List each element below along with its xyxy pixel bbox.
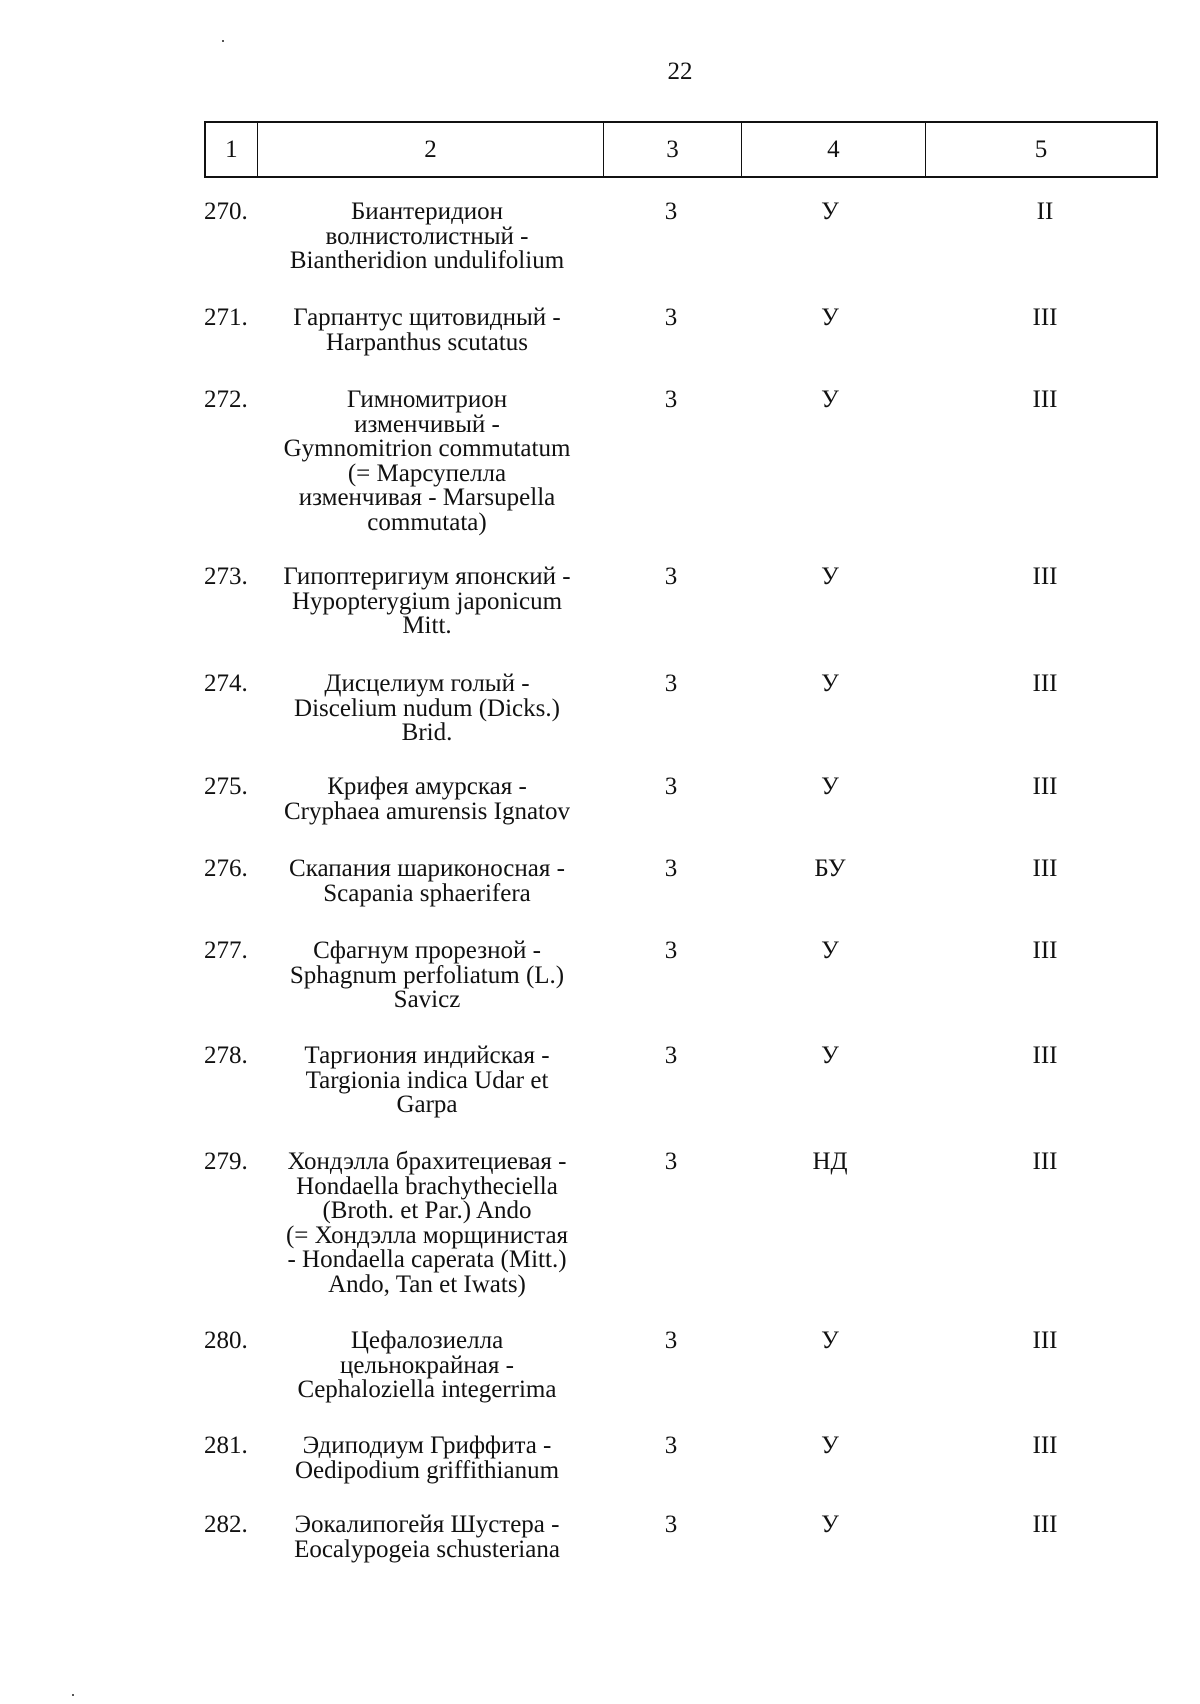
category-value: 3 [664, 386, 678, 413]
status-value: У [821, 304, 839, 331]
priority-value: II [1036, 198, 1054, 225]
species-name-line: (= Хондэлла морщинистая [285, 1221, 569, 1249]
category-value: 3 [664, 1327, 678, 1354]
species-name-line: Scapania sphaerifera [323, 879, 531, 907]
row-number: 279. [204, 1148, 248, 1175]
row-number: 281. [204, 1432, 248, 1459]
status-value: У [821, 773, 839, 800]
category-value: 3 [664, 563, 678, 590]
header-col-1: 1 [206, 123, 258, 176]
row-number: 276. [204, 855, 248, 882]
species-name [262, 200, 592, 274]
species-name-line: Гимномитрион [346, 386, 508, 413]
species-name-line: Hondaella brachytheciella [296, 1172, 558, 1200]
row-number: 272. [204, 386, 248, 413]
species-name [262, 1150, 592, 1297]
priority-value: III [1032, 937, 1058, 964]
species-name-line: цельнокрайная - [340, 1351, 514, 1379]
row-number: 270. [204, 198, 248, 225]
species-name [262, 775, 592, 824]
status-value: У [821, 563, 839, 590]
priority-value: III [1032, 386, 1058, 413]
species-name [262, 857, 592, 906]
status-value: У [821, 386, 839, 413]
status-value: У [821, 670, 839, 697]
category-value: 3 [664, 304, 678, 331]
priority-value: III [1032, 1042, 1058, 1069]
species-name-line: Gymnomitrion commutatum [283, 435, 571, 462]
species-name-line: Biantheridion undulifolium [289, 247, 565, 274]
species-name-line: Hypopterygium japonicum [291, 587, 563, 615]
header-col-3: 3 [604, 123, 741, 176]
table-header-row [204, 121, 1158, 178]
status-value: У [821, 1432, 839, 1459]
category-value: 3 [664, 773, 678, 800]
row-number: 282. [204, 1511, 248, 1538]
species-name-line: Targionia indica Udar et [305, 1066, 549, 1094]
species-name [262, 306, 592, 355]
priority-value: III [1032, 1432, 1058, 1459]
species-name-line: Brid. [401, 719, 453, 746]
species-name-line: Скапания шариконосная - [289, 855, 565, 882]
category-value: 3 [664, 1148, 678, 1175]
category-value: 3 [664, 670, 678, 697]
status-value: У [821, 198, 839, 225]
row-number: 273. [204, 563, 248, 590]
category-value: 3 [664, 1042, 678, 1069]
category-value: 3 [664, 855, 678, 882]
species-name [262, 672, 592, 746]
row-number: 278. [204, 1042, 248, 1069]
species-name-line: (= Марсупелла [347, 459, 507, 487]
row-number: 275. [204, 773, 248, 800]
species-name-line: Eocalypogeia schusteriana [294, 1535, 560, 1563]
priority-value: III [1032, 773, 1058, 800]
scan-speck [72, 1694, 74, 1696]
species-name [262, 1434, 592, 1483]
species-name-line: Таргиония индийская - [304, 1042, 550, 1069]
species-name-line: Дисцелиум голый - [324, 670, 530, 697]
status-value: У [821, 1327, 839, 1354]
species-name [262, 1513, 592, 1562]
species-name-line: Discelium nudum (Dicks.) [294, 694, 560, 722]
header-col-5: 5 [1034, 135, 1048, 163]
species-name-line: Цефалозиелла [350, 1327, 504, 1354]
species-name-line: Эокалипогейя Шустера - [294, 1511, 560, 1538]
status-value: НД [812, 1148, 848, 1175]
priority-value: III [1032, 670, 1058, 697]
species-name-line: Крифея амурская - [327, 773, 527, 800]
species-name [262, 565, 592, 639]
header-col-4: 4 [742, 123, 926, 176]
status-value: У [821, 1511, 839, 1538]
row-number: 277. [204, 937, 248, 964]
species-name-line: изменчивый - [354, 410, 500, 438]
priority-value: III [1032, 1148, 1058, 1175]
species-name-line: Mitt. [402, 612, 452, 639]
row-number: 274. [204, 670, 248, 697]
species-name-line: Savicz [393, 986, 461, 1013]
species-name-line: Cryphaea amurensis Ignatov [283, 797, 571, 825]
species-name-line: Garpa [396, 1091, 458, 1118]
species-name-line: Ando, Tan et Iwats) [328, 1270, 526, 1298]
species-name-line: - Hondaella caperata (Mitt.) [287, 1246, 567, 1273]
species-name-line: Биантеридион [350, 198, 504, 225]
species-name [262, 1044, 592, 1118]
species-name-line: Эдиподиум Гриффита - [302, 1432, 552, 1459]
species-name-line: Oedipodium griffithianum [294, 1456, 560, 1484]
priority-value: III [1032, 304, 1058, 331]
species-name-line: Cephaloziella integerrima [297, 1376, 557, 1403]
category-value: 3 [664, 1432, 678, 1459]
species-name-line: Sphagnum perfoliatum (L.) [289, 961, 565, 989]
priority-value: III [1032, 1327, 1058, 1354]
species-name-line: волнистолистный - [325, 222, 529, 250]
priority-value: III [1032, 855, 1058, 882]
species-name-line: (Broth. et Par.) Ando [322, 1197, 532, 1224]
species-name [262, 388, 592, 535]
priority-value: III [1032, 563, 1058, 590]
row-number: 280. [204, 1327, 248, 1354]
species-name-line: commutata) [367, 508, 487, 536]
category-value: 3 [664, 937, 678, 964]
scan-speck [222, 40, 224, 42]
species-name-line: Хондэлла брахитециевая - [287, 1148, 567, 1175]
category-value: 3 [664, 198, 678, 225]
status-value: БУ [814, 855, 846, 882]
species-name-line: изменчивая - Marsupella [298, 484, 556, 511]
page-number: 22 [667, 58, 693, 85]
status-value: У [821, 937, 839, 964]
row-number: 271. [204, 304, 248, 331]
species-name-line: Гарпантус щитовидный - [293, 304, 561, 331]
header-col-2: 2 [258, 123, 605, 176]
species-name-line: Гипоптеригиум японский - [283, 563, 571, 590]
category-value: 3 [664, 1511, 678, 1538]
species-name [262, 939, 592, 1013]
species-name-line: Harpanthus scutatus [325, 328, 529, 356]
priority-value: III [1032, 1511, 1058, 1538]
species-name [262, 1329, 592, 1403]
status-value: У [821, 1042, 839, 1069]
species-name-line: Сфагнум прорезной - [313, 937, 541, 964]
